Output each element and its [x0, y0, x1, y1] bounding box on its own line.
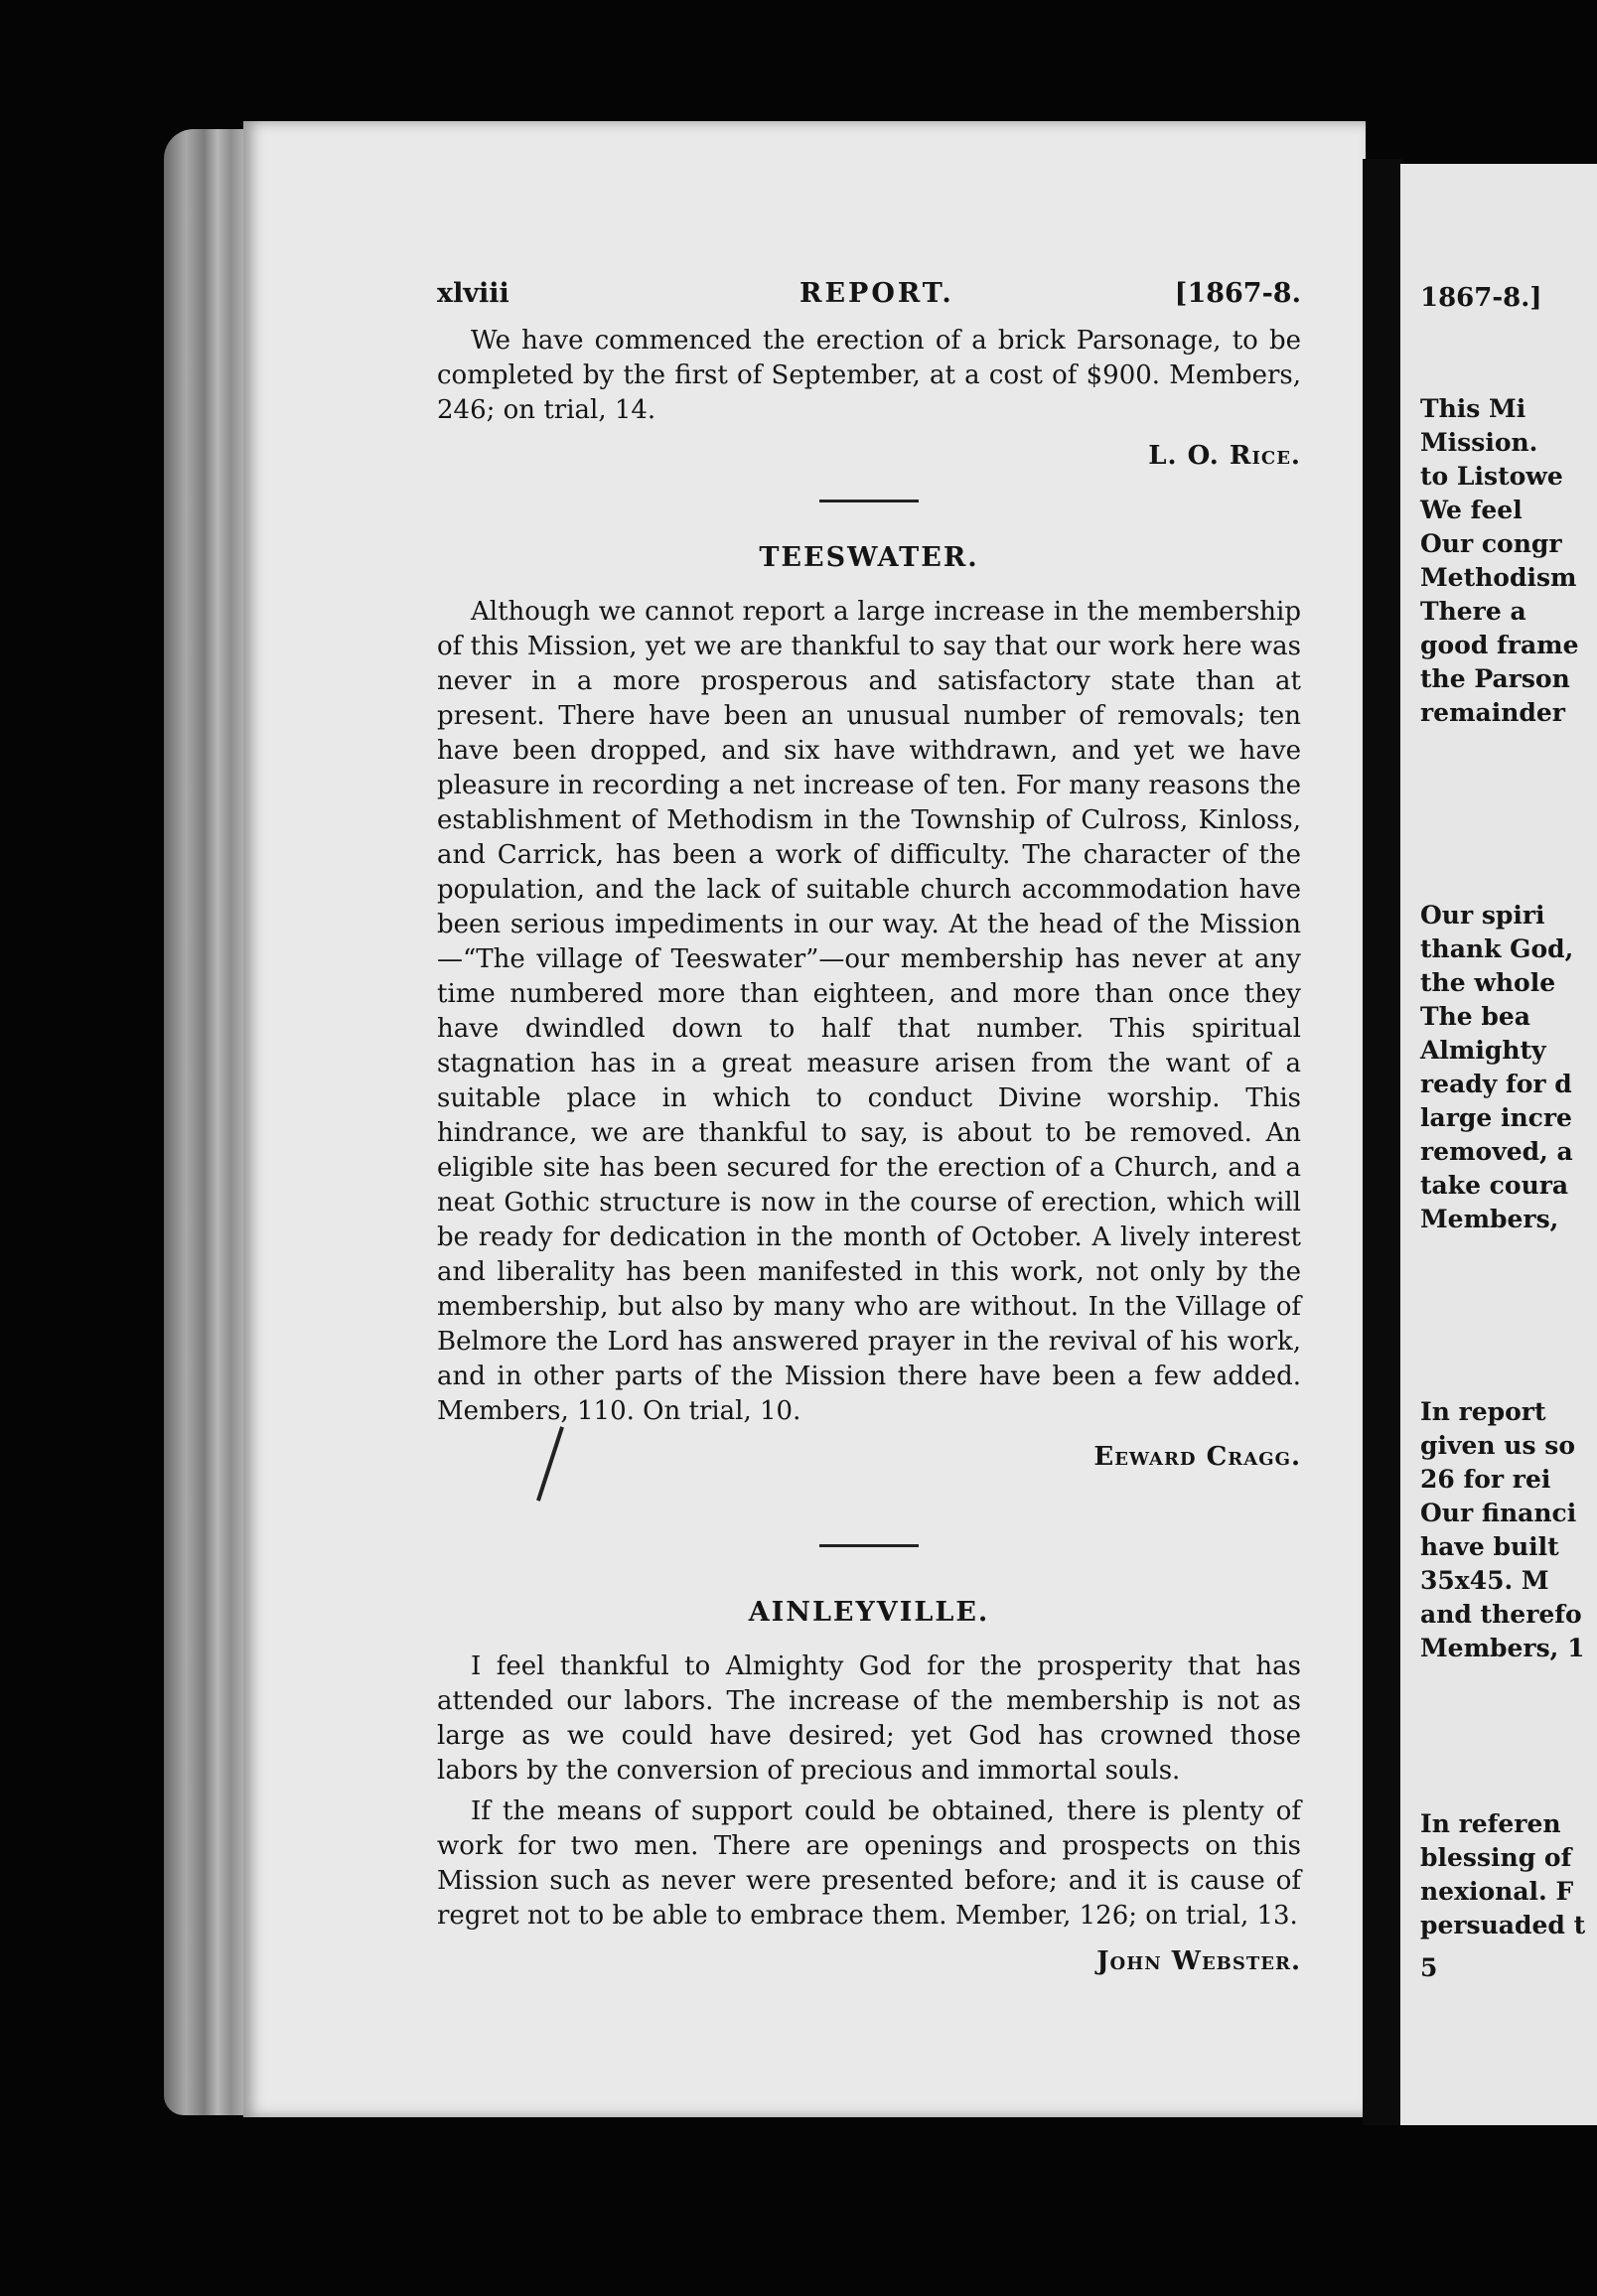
right-line: to Listowe [1420, 462, 1563, 491]
right-line: 26 for rei [1420, 1465, 1551, 1494]
section-divider [819, 500, 919, 502]
right-line: There a [1420, 597, 1526, 626]
right-line: This Mi [1420, 394, 1526, 423]
teeswater-signature: Eeward Cragg. [1093, 1442, 1301, 1472]
right-line: Mission. [1420, 428, 1538, 457]
ainleyville-paragraph-2: If the means of support could be obtained, there is plenty of work for two men. There are openings and prospects on this Mission such as never were presented before; and it is cause of regret not to be able to embrace them. Member, 126; on trial, 13. [437, 1796, 1301, 1931]
right-line: large incre [1420, 1103, 1572, 1132]
right-line: Almighty [1420, 1036, 1546, 1065]
signature-mark: 5 [1420, 1953, 1438, 1982]
right-line: We feel [1420, 496, 1523, 524]
right-line: Our spiri [1420, 901, 1545, 930]
right-line: blessing of [1420, 1843, 1572, 1872]
right-line: have built [1420, 1532, 1559, 1561]
teeswater-paragraph: Although we cannot report a large increase in the membership of this Mission, yet we are thankful to say that our work here was never in a more prosperous and satisfactory state than at present. There have been an unusual number of removals; ten have been dropped, and six have withdrawn, and yet we have pleasure in recording a net increase of ten. For many reasons the establishment of Methodism in the Township of Culross, Kinloss, and Carrick, has been a work of difficulty. The character of the population, and the lack of suitable church accommodation have been serious impediments in our way. At the head of the Mission—“The village of Teeswater”—our membership has never at any time numbered more than eighteen, and more than once they have dwindled down to half that number. This spiritual stagnation has in a great measure arisen from the want of a suitable place in which to conduct Divine worship. This hindrance, we are thankful to say, is about to be removed. An eligible site has been secured for the erection of a Church, and a neat Gothic structure is now in the course of erection, which will be ready for dedication in the month of October. A lively interest and liberality has been manifested in this work, not only by the membership, but also by many who are without. In the Village of Belmore the Lord has answered prayer in the revival of his work, and in other parts of the Mission there have been a few added. Members, 110. On trial, 10. [437, 597, 1301, 1426]
folio: xlviii [437, 278, 509, 309]
right-line: Members, [1420, 1205, 1559, 1233]
right-line: Our congr [1420, 529, 1562, 558]
left-page-text [437, 268, 1301, 1979]
right-page-block-a [1420, 392, 1579, 730]
page-edges [164, 129, 253, 2115]
right-line: persuaded t [1420, 1911, 1586, 1939]
right-line: the whole [1420, 968, 1556, 997]
right-line: take coura [1420, 1171, 1569, 1200]
right-line: remainder [1420, 698, 1565, 727]
section-divider [819, 1544, 919, 1547]
right-page-header: 1867-8.] [1420, 283, 1542, 313]
running-title: REPORT. [799, 278, 954, 309]
right-line: and therefo [1420, 1600, 1582, 1629]
right-line: ready for d [1420, 1070, 1572, 1098]
year-range: [1867-8. [1174, 278, 1301, 309]
right-line: 35x45. M [1420, 1566, 1549, 1595]
running-head [437, 268, 1301, 316]
right-line: given us so [1420, 1431, 1575, 1460]
intro-paragraph: We have commenced the erection of a brick Parsonage, to be completed by the first of September, at a cost of $900. Members, 246; on trial, 14. [437, 326, 1301, 425]
right-line: In referen [1420, 1809, 1561, 1838]
book-gutter [1363, 159, 1402, 2125]
intro-signature: L. O. Rice. [1148, 441, 1301, 471]
right-line: nexional. F [1420, 1877, 1574, 1906]
right-line: Our financi [1420, 1499, 1577, 1527]
right-line: Members, 1 [1420, 1634, 1585, 1662]
right-page-block-d [1420, 1807, 1585, 1942]
right-page-block-b [1420, 899, 1573, 1236]
right-line: the Parson [1420, 664, 1570, 693]
right-line: The bea [1420, 1002, 1530, 1031]
ainleyville-paragraph-1: I feel thankful to Almighty God for the prosperity that has attended our labors. The increase of the membership is not as large as we could have desired; yet God has crowned those labors by the conversion of precious and immortal souls. [437, 1651, 1301, 1786]
right-line: Methodism [1420, 563, 1577, 592]
right-line: removed, a [1420, 1137, 1573, 1166]
ainleyville-heading: AINLEYVILLE. [748, 1597, 990, 1628]
right-line: good frame [1420, 631, 1579, 659]
right-page [1400, 164, 1597, 2125]
ainleyville-signature: John Webster. [1096, 1946, 1301, 1976]
right-line: thank God, [1420, 934, 1574, 963]
right-line: In report [1420, 1397, 1546, 1426]
teeswater-heading: TEESWATER. [759, 542, 979, 573]
right-page-block-c [1420, 1395, 1584, 1665]
